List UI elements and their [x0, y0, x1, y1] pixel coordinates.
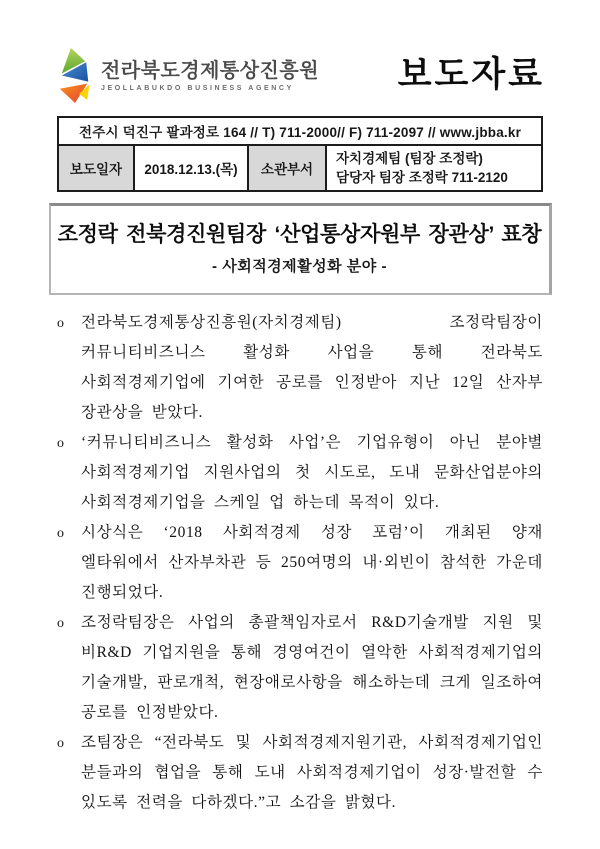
headline-box: [49, 203, 552, 295]
department-value: [326, 145, 542, 191]
headline-title: 조정락 전북경진원팀장 ‘산업통상자원부 장관상’ 표창: [57, 223, 542, 246]
agency-name-korean: 전라북도경제통상진흥원: [101, 59, 320, 82]
contact-row: [58, 117, 542, 145]
agency-logo-text: [101, 59, 319, 92]
document-type-title: 보도자료: [397, 55, 545, 94]
department-team-line: 자치경제팀 (팀장 조정락): [336, 151, 483, 166]
contact-line: 전주시 덕진구 팔과정로 164 // T) 711-2000// F) 711-2097 // www.jbba.kr: [58, 117, 542, 145]
paragraph: [57, 518, 543, 608]
bullet-marker: o: [57, 526, 64, 541]
paragraph-text: 시상식은 ‘2018 사회적경제 성장 포럼’이 개최된 양재 엘타워에서 산자부차관 등 250여명의 내·외빈이 참석한 가운데 진행되었다.: [81, 524, 543, 601]
bullet-marker: o: [57, 736, 64, 751]
header: [55, 44, 545, 106]
agency-logo: [55, 47, 319, 104]
paragraph-text: 조정락팀장은 사업의 총괄책임자로서 R&D기술개발 지원 및 비R&D 기업지원을 통해 경영여건이 열악한 사회적경제기업의 기술개발, 판로개척, 현장애로사항을 해소하는데 크게 일조하여 공로를 인정받았다.: [81, 614, 543, 721]
paragraph: [57, 728, 543, 818]
meta-row: [58, 145, 542, 191]
department-label: 소관부서: [248, 145, 326, 191]
bullet-marker: o: [57, 436, 64, 451]
agency-logo-icon: [55, 47, 93, 104]
agency-name-english: JEOLLABUKDO BUSINESS AGENCY: [101, 84, 294, 92]
bullet-marker: o: [57, 616, 64, 631]
paragraph: [57, 428, 543, 518]
paragraph-text: 조팀장은 “전라북도 및 사회적경제지원기관, 사회적경제기업인 분들과의 협업을 통해 도내 사회적경제기업이 성장·발전할 수 있도록 전력을 다하겠다.”고 소감을 밝혔다.: [81, 734, 543, 811]
release-date-label: 보도일자: [58, 145, 134, 191]
paragraph: [57, 308, 543, 428]
department-contact-line: 담당자 팀장 조정락 711-2120: [336, 170, 508, 185]
info-table: [57, 116, 543, 192]
release-date-value: 2018.12.13.(목): [134, 145, 248, 191]
paragraph-text: ‘커뮤니티비즈니스 활성화 사업’은 기업유형이 아닌 분야별 사회적경제기업 지원사업의 첫 시도로, 도내 문화산업분야의 사회적경제기업을 스케일 업 하는데 목적이 있다.: [81, 434, 543, 511]
paragraph: [57, 608, 543, 728]
headline-subtitle: - 사회적경제활성화 분야 -: [212, 258, 387, 275]
article-body: [57, 308, 543, 818]
bullet-marker: o: [57, 316, 64, 331]
paragraph-text: 전라북도경제통상진흥원(자치경제팀) 조정락팀장이 커뮤니티비즈니스 활성화 사업을 통해 전라북도 사회적경제기업에 기여한 공로를 인정받아 지난 12일 산자부 장관상을 받았다.: [81, 314, 543, 421]
